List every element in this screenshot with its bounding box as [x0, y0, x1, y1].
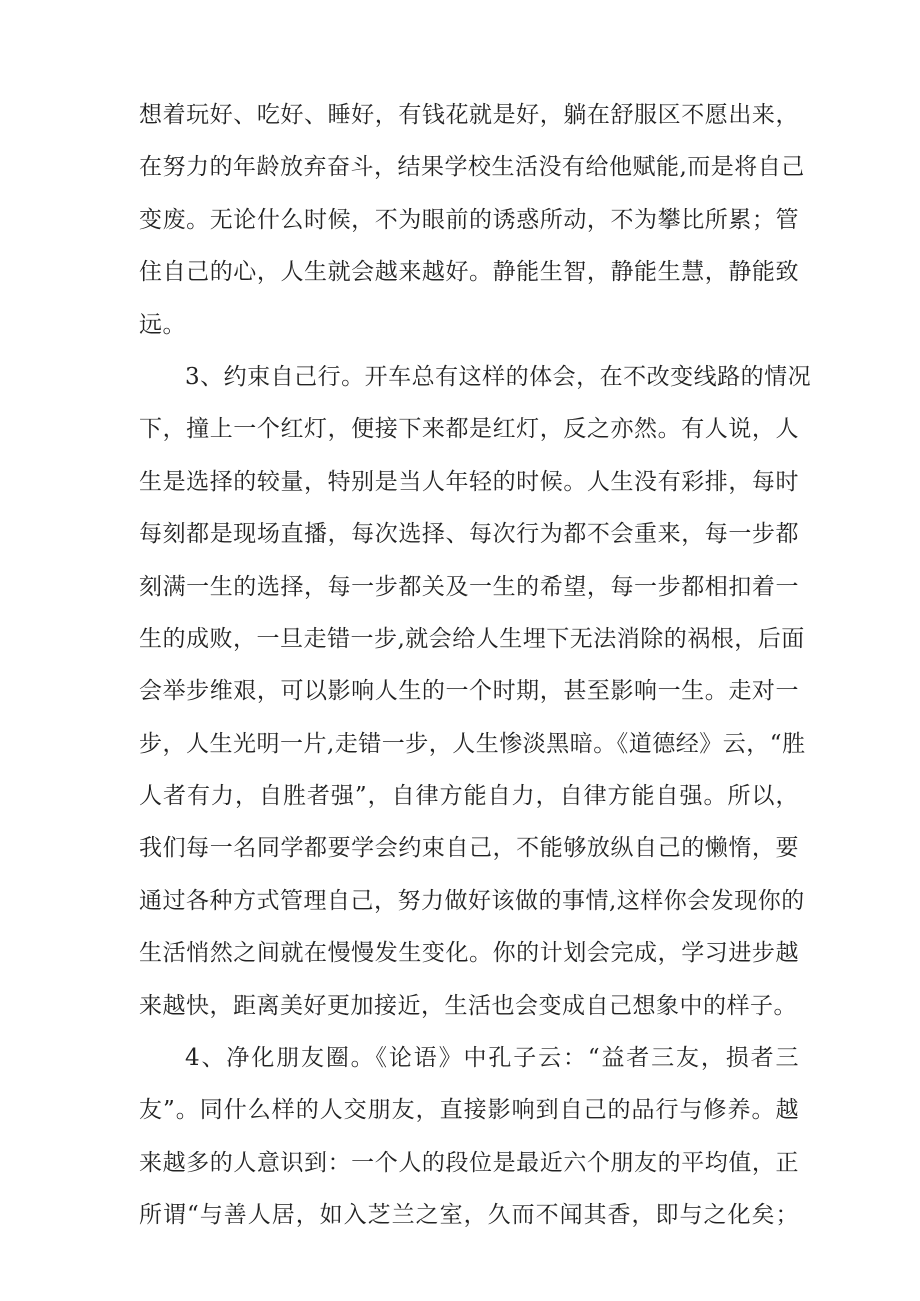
text-line: 生的成败，一旦走错一步,就会给人生埋下无法消除的祸根，后面: [139, 625, 805, 652]
text-line: 下，撞上一个红灯，便接下来都是红灯，反之亦然。有人说，人: [139, 416, 799, 443]
paragraph-continuation: [139, 89, 805, 351]
text-line: 友”。同什么样的人交朋友，直接影响到自己的品行与修养。越: [139, 1097, 799, 1124]
text-line: 变废。无论什么时候，不为眼前的诱惑所动，不为攀比所累；管: [139, 206, 799, 233]
text-line: 4、净化朋友圈。《论语》中孔子云：“益者三友，损者三: [185, 1045, 799, 1072]
paragraph-section-3: [139, 351, 812, 1032]
text-line: 步，人生光明一片,走错一步，人生惨淡黑暗。《道德经》云，“胜: [139, 730, 806, 757]
text-line: 生是选择的较量，特别是当人年轻的时候。人生没有彩排，每时: [139, 468, 799, 495]
text-line: 刻满一生的选择，每一步都关及一生的希望，每一步都相扣着一: [139, 573, 799, 600]
text-line: 人者有力，自胜者强”，自律方能自力，自律方能自强。所以，: [139, 783, 799, 810]
text-line: 3、约束自己行。开车总有这样的体会，在不改变线路的情况: [185, 363, 812, 390]
text-line: 我们每一名同学都要学会约束自己，不能够放纵自己的懒惰，要: [139, 835, 799, 862]
text-line: 通过各种方式管理自己，努力做好该做的事情,这样你会发现你的: [139, 887, 805, 914]
text-line: 会举步维艰，可以影响人生的一个时期，甚至影响一生。走对一: [139, 678, 799, 705]
text-line: 生活悄然之间就在慢慢发生变化。你的计划会完成，学习进步越: [139, 940, 799, 967]
text-line: 想着玩好、吃好、睡好，有钱花就是好，躺在舒服区不愿出来，: [139, 102, 799, 128]
text-line: 所谓“与善人居，如入芝兰之室，久而不闻其香，即与之化矣；: [139, 1202, 799, 1229]
text-line: 远。: [139, 311, 186, 338]
document-body: [139, 89, 812, 1242]
text-line: 每刻都是现场直播，每次选择、每次行为都不会重来，每一步都: [139, 521, 799, 548]
text-line: 住自己的心，人生就会越来越好。静能生智，静能生慧，静能致: [139, 259, 799, 286]
paragraph-section-4: [139, 1032, 799, 1242]
text-line: 在努力的年龄放弃奋斗，结果学校生活没有给他赋能,而是将自己: [139, 154, 805, 181]
text-line: 来越快，距离美好更加接近，生活也会变成自己想象中的样子。: [139, 992, 797, 1019]
text-line: 来越多的人意识到：一个人的段位是最近六个朋友的平均值，正: [139, 1149, 799, 1176]
